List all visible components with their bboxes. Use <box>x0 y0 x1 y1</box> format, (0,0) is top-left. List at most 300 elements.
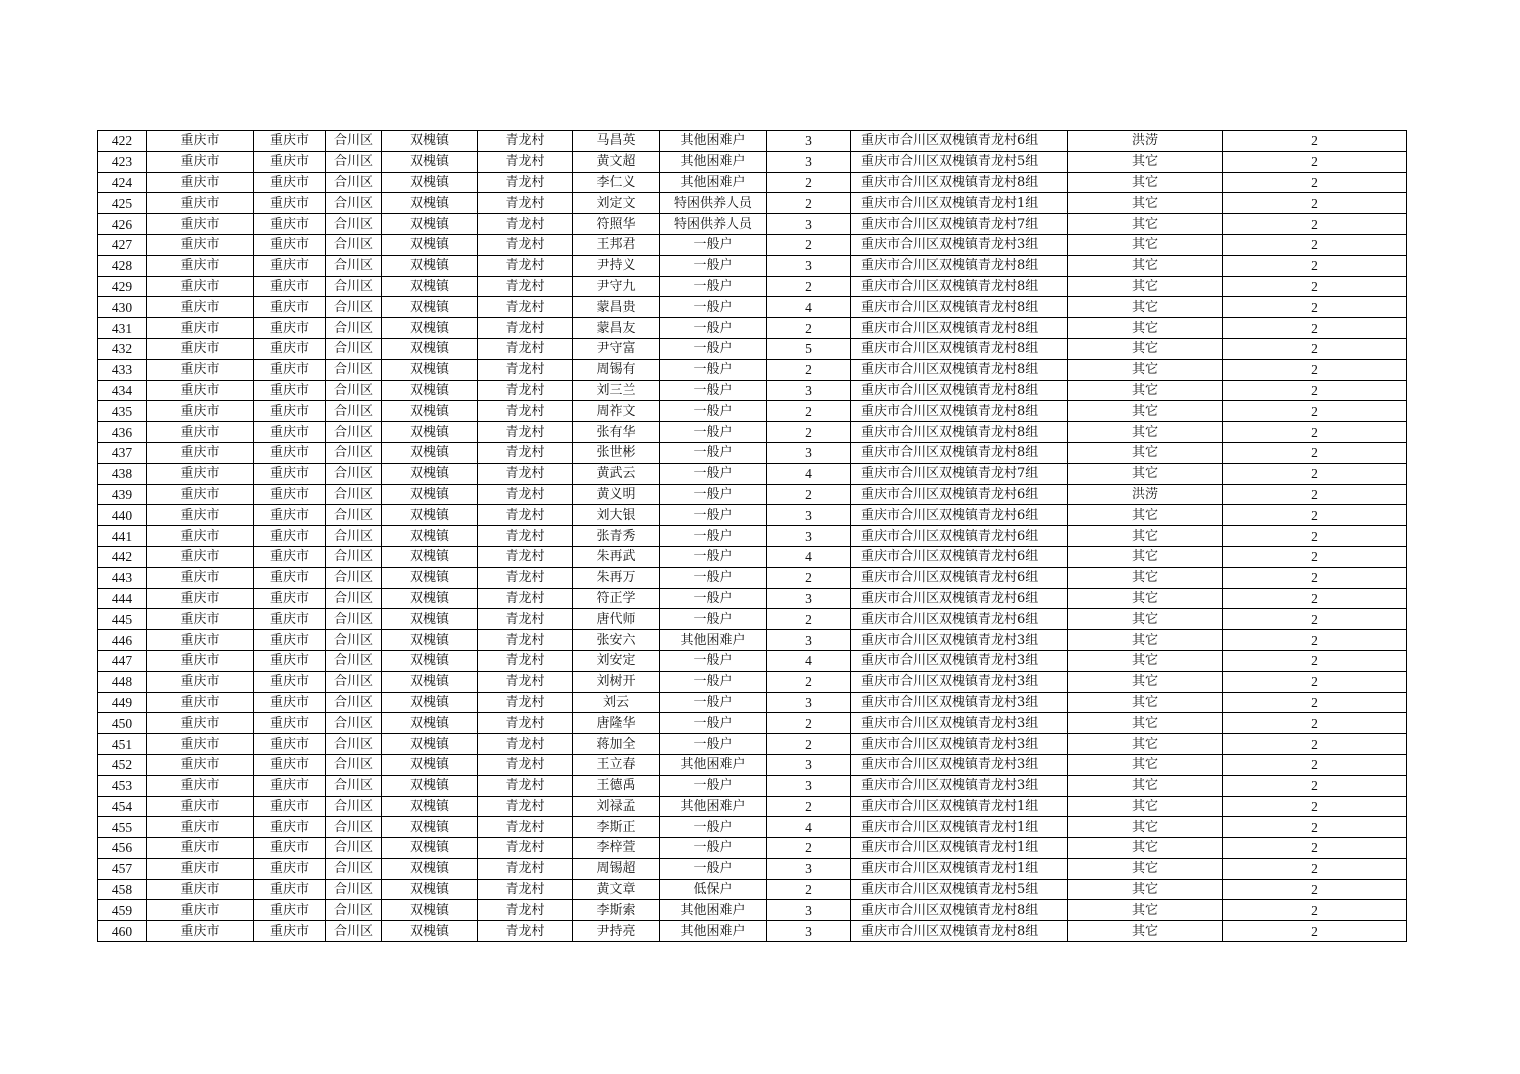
householder-name-cell: 马昌英 <box>573 131 660 152</box>
value-cell: 2 <box>1223 422 1407 443</box>
district-cell: 合川区 <box>326 214 382 235</box>
city-cell: 重庆市 <box>254 214 326 235</box>
row-number-cell: 452 <box>98 754 147 775</box>
row-number-cell: 437 <box>98 442 147 463</box>
disaster-type-cell: 其它 <box>1068 817 1223 838</box>
disaster-type-cell: 其它 <box>1068 172 1223 193</box>
city-cell: 重庆市 <box>254 713 326 734</box>
table-row <box>98 588 1407 609</box>
town-cell: 双槐镇 <box>382 734 478 755</box>
district-cell: 合川区 <box>326 713 382 734</box>
district-cell: 合川区 <box>326 234 382 255</box>
household-type-cell: 一般户 <box>660 463 767 484</box>
value-cell: 2 <box>1223 276 1407 297</box>
householder-name-cell: 李斯索 <box>573 900 660 921</box>
disaster-type-cell: 其它 <box>1068 442 1223 463</box>
town-cell: 双槐镇 <box>382 484 478 505</box>
province-cell: 重庆市 <box>147 401 254 422</box>
household-size-cell: 2 <box>767 172 851 193</box>
disaster-type-cell: 其它 <box>1068 838 1223 859</box>
value-cell: 2 <box>1223 775 1407 796</box>
province-cell: 重庆市 <box>147 838 254 859</box>
district-cell: 合川区 <box>326 671 382 692</box>
disaster-type-cell: 其它 <box>1068 380 1223 401</box>
town-cell: 双槐镇 <box>382 838 478 859</box>
town-cell: 双槐镇 <box>382 817 478 838</box>
city-cell: 重庆市 <box>254 754 326 775</box>
village-cell: 青龙村 <box>478 442 573 463</box>
householder-name-cell: 王邦君 <box>573 234 660 255</box>
householder-name-cell: 黄文章 <box>573 879 660 900</box>
town-cell: 双槐镇 <box>382 650 478 671</box>
value-cell: 2 <box>1223 442 1407 463</box>
province-cell: 重庆市 <box>147 879 254 900</box>
household-table <box>97 130 1407 942</box>
city-cell: 重庆市 <box>254 234 326 255</box>
district-cell: 合川区 <box>326 318 382 339</box>
household-size-cell: 3 <box>767 630 851 651</box>
address-cell: 重庆市合川区双槐镇青龙村8组 <box>851 318 1068 339</box>
province-cell: 重庆市 <box>147 422 254 443</box>
address-cell: 重庆市合川区双槐镇青龙村8组 <box>851 380 1068 401</box>
value-cell: 2 <box>1223 630 1407 651</box>
table-row <box>98 193 1407 214</box>
householder-name-cell: 蒋加全 <box>573 734 660 755</box>
householder-name-cell: 周祚文 <box>573 401 660 422</box>
row-number-cell: 453 <box>98 775 147 796</box>
disaster-type-cell: 其它 <box>1068 879 1223 900</box>
household-size-cell: 2 <box>767 796 851 817</box>
table-row <box>98 338 1407 359</box>
province-cell: 重庆市 <box>147 734 254 755</box>
table-row <box>98 650 1407 671</box>
province-cell: 重庆市 <box>147 193 254 214</box>
town-cell: 双槐镇 <box>382 276 478 297</box>
row-number-cell: 460 <box>98 921 147 942</box>
town-cell: 双槐镇 <box>382 546 478 567</box>
row-number-cell: 447 <box>98 650 147 671</box>
address-cell: 重庆市合川区双槐镇青龙村6组 <box>851 131 1068 152</box>
householder-name-cell: 符照华 <box>573 214 660 235</box>
village-cell: 青龙村 <box>478 526 573 547</box>
disaster-type-cell: 其它 <box>1068 630 1223 651</box>
address-cell: 重庆市合川区双槐镇青龙村3组 <box>851 671 1068 692</box>
householder-name-cell: 张青秀 <box>573 526 660 547</box>
district-cell: 合川区 <box>326 193 382 214</box>
household-type-cell: 一般户 <box>660 318 767 339</box>
town-cell: 双槐镇 <box>382 318 478 339</box>
value-cell: 2 <box>1223 650 1407 671</box>
value-cell: 2 <box>1223 879 1407 900</box>
district-cell: 合川区 <box>326 172 382 193</box>
disaster-type-cell: 其它 <box>1068 650 1223 671</box>
village-cell: 青龙村 <box>478 484 573 505</box>
city-cell: 重庆市 <box>254 692 326 713</box>
value-cell: 2 <box>1223 505 1407 526</box>
province-cell: 重庆市 <box>147 567 254 588</box>
city-cell: 重庆市 <box>254 546 326 567</box>
province-cell: 重庆市 <box>147 671 254 692</box>
householder-name-cell: 朱再万 <box>573 567 660 588</box>
village-cell: 青龙村 <box>478 234 573 255</box>
householder-name-cell: 朱再武 <box>573 546 660 567</box>
city-cell: 重庆市 <box>254 650 326 671</box>
city-cell: 重庆市 <box>254 817 326 838</box>
row-number-cell: 431 <box>98 318 147 339</box>
household-type-cell: 一般户 <box>660 526 767 547</box>
household-type-cell: 其他困难户 <box>660 796 767 817</box>
householder-name-cell: 刘定文 <box>573 193 660 214</box>
town-cell: 双槐镇 <box>382 754 478 775</box>
disaster-type-cell: 其它 <box>1068 401 1223 422</box>
disaster-type-cell: 其它 <box>1068 422 1223 443</box>
household-size-cell: 3 <box>767 900 851 921</box>
address-cell: 重庆市合川区双槐镇青龙村8组 <box>851 921 1068 942</box>
city-cell: 重庆市 <box>254 338 326 359</box>
address-cell: 重庆市合川区双槐镇青龙村3组 <box>851 775 1068 796</box>
address-cell: 重庆市合川区双槐镇青龙村6组 <box>851 526 1068 547</box>
table-row <box>98 401 1407 422</box>
disaster-type-cell: 其它 <box>1068 276 1223 297</box>
householder-name-cell: 符正学 <box>573 588 660 609</box>
town-cell: 双槐镇 <box>382 193 478 214</box>
householder-name-cell: 刘安定 <box>573 650 660 671</box>
row-number-cell: 451 <box>98 734 147 755</box>
city-cell: 重庆市 <box>254 422 326 443</box>
address-cell: 重庆市合川区双槐镇青龙村1组 <box>851 193 1068 214</box>
province-cell: 重庆市 <box>147 338 254 359</box>
province-cell: 重庆市 <box>147 650 254 671</box>
row-number-cell: 422 <box>98 131 147 152</box>
district-cell: 合川区 <box>326 484 382 505</box>
disaster-type-cell: 其它 <box>1068 588 1223 609</box>
village-cell: 青龙村 <box>478 505 573 526</box>
city-cell: 重庆市 <box>254 255 326 276</box>
district-cell: 合川区 <box>326 858 382 879</box>
village-cell: 青龙村 <box>478 775 573 796</box>
household-type-cell: 一般户 <box>660 713 767 734</box>
household-type-cell: 一般户 <box>660 692 767 713</box>
city-cell: 重庆市 <box>254 671 326 692</box>
disaster-type-cell: 其它 <box>1068 297 1223 318</box>
value-cell: 2 <box>1223 734 1407 755</box>
village-cell: 青龙村 <box>478 338 573 359</box>
district-cell: 合川区 <box>326 526 382 547</box>
householder-name-cell: 尹守九 <box>573 276 660 297</box>
household-size-cell: 3 <box>767 151 851 172</box>
address-cell: 重庆市合川区双槐镇青龙村8组 <box>851 172 1068 193</box>
district-cell: 合川区 <box>326 838 382 859</box>
row-number-cell: 450 <box>98 713 147 734</box>
city-cell: 重庆市 <box>254 879 326 900</box>
table-row <box>98 505 1407 526</box>
village-cell: 青龙村 <box>478 567 573 588</box>
village-cell: 青龙村 <box>478 401 573 422</box>
district-cell: 合川区 <box>326 650 382 671</box>
row-number-cell: 454 <box>98 796 147 817</box>
row-number-cell: 427 <box>98 234 147 255</box>
table-row <box>98 671 1407 692</box>
district-cell: 合川区 <box>326 546 382 567</box>
district-cell: 合川区 <box>326 588 382 609</box>
value-cell: 2 <box>1223 297 1407 318</box>
household-type-cell: 一般户 <box>660 276 767 297</box>
householder-name-cell: 王德禹 <box>573 775 660 796</box>
district-cell: 合川区 <box>326 401 382 422</box>
row-number-cell: 446 <box>98 630 147 651</box>
household-size-cell: 2 <box>767 484 851 505</box>
household-type-cell: 一般户 <box>660 567 767 588</box>
value-cell: 2 <box>1223 900 1407 921</box>
householder-name-cell: 李梓萱 <box>573 838 660 859</box>
town-cell: 双槐镇 <box>382 401 478 422</box>
household-type-cell: 一般户 <box>660 505 767 526</box>
district-cell: 合川区 <box>326 505 382 526</box>
value-cell: 2 <box>1223 692 1407 713</box>
household-type-cell: 一般户 <box>660 422 767 443</box>
household-size-cell: 2 <box>767 609 851 630</box>
householder-name-cell: 李斯正 <box>573 817 660 838</box>
address-cell: 重庆市合川区双槐镇青龙村7组 <box>851 214 1068 235</box>
village-cell: 青龙村 <box>478 858 573 879</box>
disaster-type-cell: 其它 <box>1068 734 1223 755</box>
disaster-type-cell: 其它 <box>1068 505 1223 526</box>
town-cell: 双槐镇 <box>382 796 478 817</box>
province-cell: 重庆市 <box>147 380 254 401</box>
city-cell: 重庆市 <box>254 900 326 921</box>
table-body <box>98 131 1407 942</box>
household-type-cell: 一般户 <box>660 297 767 318</box>
city-cell: 重庆市 <box>254 505 326 526</box>
household-size-cell: 2 <box>767 838 851 859</box>
city-cell: 重庆市 <box>254 401 326 422</box>
row-number-cell: 458 <box>98 879 147 900</box>
address-cell: 重庆市合川区双槐镇青龙村3组 <box>851 734 1068 755</box>
village-cell: 青龙村 <box>478 193 573 214</box>
value-cell: 2 <box>1223 401 1407 422</box>
city-cell: 重庆市 <box>254 151 326 172</box>
table-row <box>98 546 1407 567</box>
address-cell: 重庆市合川区双槐镇青龙村7组 <box>851 463 1068 484</box>
householder-name-cell: 刘云 <box>573 692 660 713</box>
province-cell: 重庆市 <box>147 692 254 713</box>
province-cell: 重庆市 <box>147 359 254 380</box>
household-type-cell: 一般户 <box>660 546 767 567</box>
village-cell: 青龙村 <box>478 131 573 152</box>
district-cell: 合川区 <box>326 879 382 900</box>
table-row <box>98 359 1407 380</box>
city-cell: 重庆市 <box>254 734 326 755</box>
disaster-type-cell: 其它 <box>1068 567 1223 588</box>
address-cell: 重庆市合川区双槐镇青龙村3组 <box>851 692 1068 713</box>
village-cell: 青龙村 <box>478 713 573 734</box>
householder-name-cell: 黄文超 <box>573 151 660 172</box>
table-row <box>98 858 1407 879</box>
village-cell: 青龙村 <box>478 796 573 817</box>
disaster-type-cell: 其它 <box>1068 921 1223 942</box>
province-cell: 重庆市 <box>147 546 254 567</box>
village-cell: 青龙村 <box>478 380 573 401</box>
village-cell: 青龙村 <box>478 630 573 651</box>
value-cell: 2 <box>1223 338 1407 359</box>
householder-name-cell: 张世彬 <box>573 442 660 463</box>
province-cell: 重庆市 <box>147 817 254 838</box>
value-cell: 2 <box>1223 234 1407 255</box>
table-row <box>98 151 1407 172</box>
household-type-cell: 一般户 <box>660 838 767 859</box>
address-cell: 重庆市合川区双槐镇青龙村5组 <box>851 879 1068 900</box>
table-row <box>98 172 1407 193</box>
household-size-cell: 3 <box>767 380 851 401</box>
household-size-cell: 2 <box>767 713 851 734</box>
village-cell: 青龙村 <box>478 172 573 193</box>
district-cell: 合川区 <box>326 380 382 401</box>
province-cell: 重庆市 <box>147 858 254 879</box>
disaster-type-cell: 洪涝 <box>1068 131 1223 152</box>
table-row <box>98 255 1407 276</box>
village-cell: 青龙村 <box>478 151 573 172</box>
value-cell: 2 <box>1223 713 1407 734</box>
district-cell: 合川区 <box>326 900 382 921</box>
village-cell: 青龙村 <box>478 297 573 318</box>
disaster-type-cell: 其它 <box>1068 775 1223 796</box>
household-size-cell: 4 <box>767 546 851 567</box>
householder-name-cell: 黄义明 <box>573 484 660 505</box>
disaster-type-cell: 其它 <box>1068 713 1223 734</box>
household-type-cell: 其他困难户 <box>660 921 767 942</box>
town-cell: 双槐镇 <box>382 151 478 172</box>
city-cell: 重庆市 <box>254 567 326 588</box>
household-size-cell: 4 <box>767 297 851 318</box>
district-cell: 合川区 <box>326 297 382 318</box>
city-cell: 重庆市 <box>254 484 326 505</box>
town-cell: 双槐镇 <box>382 588 478 609</box>
household-size-cell: 2 <box>767 401 851 422</box>
village-cell: 青龙村 <box>478 422 573 443</box>
value-cell: 2 <box>1223 817 1407 838</box>
district-cell: 合川区 <box>326 692 382 713</box>
household-size-cell: 3 <box>767 255 851 276</box>
district-cell: 合川区 <box>326 817 382 838</box>
disaster-type-cell: 其它 <box>1068 546 1223 567</box>
row-number-cell: 428 <box>98 255 147 276</box>
household-type-cell: 一般户 <box>660 442 767 463</box>
value-cell: 2 <box>1223 921 1407 942</box>
village-cell: 青龙村 <box>478 609 573 630</box>
village-cell: 青龙村 <box>478 838 573 859</box>
province-cell: 重庆市 <box>147 442 254 463</box>
district-cell: 合川区 <box>326 359 382 380</box>
city-cell: 重庆市 <box>254 380 326 401</box>
householder-name-cell: 黄武云 <box>573 463 660 484</box>
household-size-cell: 3 <box>767 858 851 879</box>
household-size-cell: 4 <box>767 817 851 838</box>
city-cell: 重庆市 <box>254 297 326 318</box>
town-cell: 双槐镇 <box>382 505 478 526</box>
disaster-type-cell: 其它 <box>1068 671 1223 692</box>
city-cell: 重庆市 <box>254 463 326 484</box>
address-cell: 重庆市合川区双槐镇青龙村3组 <box>851 234 1068 255</box>
village-cell: 青龙村 <box>478 921 573 942</box>
household-size-cell: 3 <box>767 754 851 775</box>
province-cell: 重庆市 <box>147 775 254 796</box>
address-cell: 重庆市合川区双槐镇青龙村1组 <box>851 817 1068 838</box>
province-cell: 重庆市 <box>147 255 254 276</box>
value-cell: 2 <box>1223 609 1407 630</box>
city-cell: 重庆市 <box>254 318 326 339</box>
household-type-cell: 一般户 <box>660 380 767 401</box>
address-cell: 重庆市合川区双槐镇青龙村3组 <box>851 630 1068 651</box>
household-type-cell: 其他困难户 <box>660 754 767 775</box>
address-cell: 重庆市合川区双槐镇青龙村1组 <box>851 838 1068 859</box>
table-row <box>98 131 1407 152</box>
household-size-cell: 3 <box>767 588 851 609</box>
town-cell: 双槐镇 <box>382 713 478 734</box>
district-cell: 合川区 <box>326 796 382 817</box>
district-cell: 合川区 <box>326 921 382 942</box>
city-cell: 重庆市 <box>254 921 326 942</box>
householder-name-cell: 尹持义 <box>573 255 660 276</box>
row-number-cell: 434 <box>98 380 147 401</box>
district-cell: 合川区 <box>326 338 382 359</box>
district-cell: 合川区 <box>326 775 382 796</box>
household-size-cell: 4 <box>767 463 851 484</box>
householder-name-cell: 唐代师 <box>573 609 660 630</box>
city-cell: 重庆市 <box>254 193 326 214</box>
householder-name-cell: 刘禄孟 <box>573 796 660 817</box>
address-cell: 重庆市合川区双槐镇青龙村6组 <box>851 505 1068 526</box>
household-size-cell: 3 <box>767 526 851 547</box>
city-cell: 重庆市 <box>254 131 326 152</box>
household-size-cell: 3 <box>767 692 851 713</box>
household-type-cell: 一般户 <box>660 609 767 630</box>
town-cell: 双槐镇 <box>382 172 478 193</box>
row-number-cell: 455 <box>98 817 147 838</box>
row-number-cell: 424 <box>98 172 147 193</box>
province-cell: 重庆市 <box>147 484 254 505</box>
province-cell: 重庆市 <box>147 921 254 942</box>
household-size-cell: 2 <box>767 359 851 380</box>
row-number-cell: 441 <box>98 526 147 547</box>
town-cell: 双槐镇 <box>382 297 478 318</box>
household-type-cell: 一般户 <box>660 234 767 255</box>
row-number-cell: 435 <box>98 401 147 422</box>
district-cell: 合川区 <box>326 422 382 443</box>
disaster-type-cell: 其它 <box>1068 151 1223 172</box>
household-type-cell: 特困供养人员 <box>660 214 767 235</box>
province-cell: 重庆市 <box>147 754 254 775</box>
village-cell: 青龙村 <box>478 692 573 713</box>
disaster-type-cell: 洪涝 <box>1068 484 1223 505</box>
town-cell: 双槐镇 <box>382 921 478 942</box>
village-cell: 青龙村 <box>478 754 573 775</box>
row-number-cell: 459 <box>98 900 147 921</box>
household-type-cell: 一般户 <box>660 671 767 692</box>
value-cell: 2 <box>1223 754 1407 775</box>
province-cell: 重庆市 <box>147 297 254 318</box>
address-cell: 重庆市合川区双槐镇青龙村8组 <box>851 900 1068 921</box>
value-cell: 2 <box>1223 359 1407 380</box>
address-cell: 重庆市合川区双槐镇青龙村3组 <box>851 713 1068 734</box>
household-type-cell: 一般户 <box>660 734 767 755</box>
disaster-type-cell: 其它 <box>1068 609 1223 630</box>
disaster-type-cell: 其它 <box>1068 463 1223 484</box>
address-cell: 重庆市合川区双槐镇青龙村8组 <box>851 338 1068 359</box>
disaster-type-cell: 其它 <box>1068 526 1223 547</box>
town-cell: 双槐镇 <box>382 609 478 630</box>
table-row <box>98 484 1407 505</box>
value-cell: 2 <box>1223 546 1407 567</box>
